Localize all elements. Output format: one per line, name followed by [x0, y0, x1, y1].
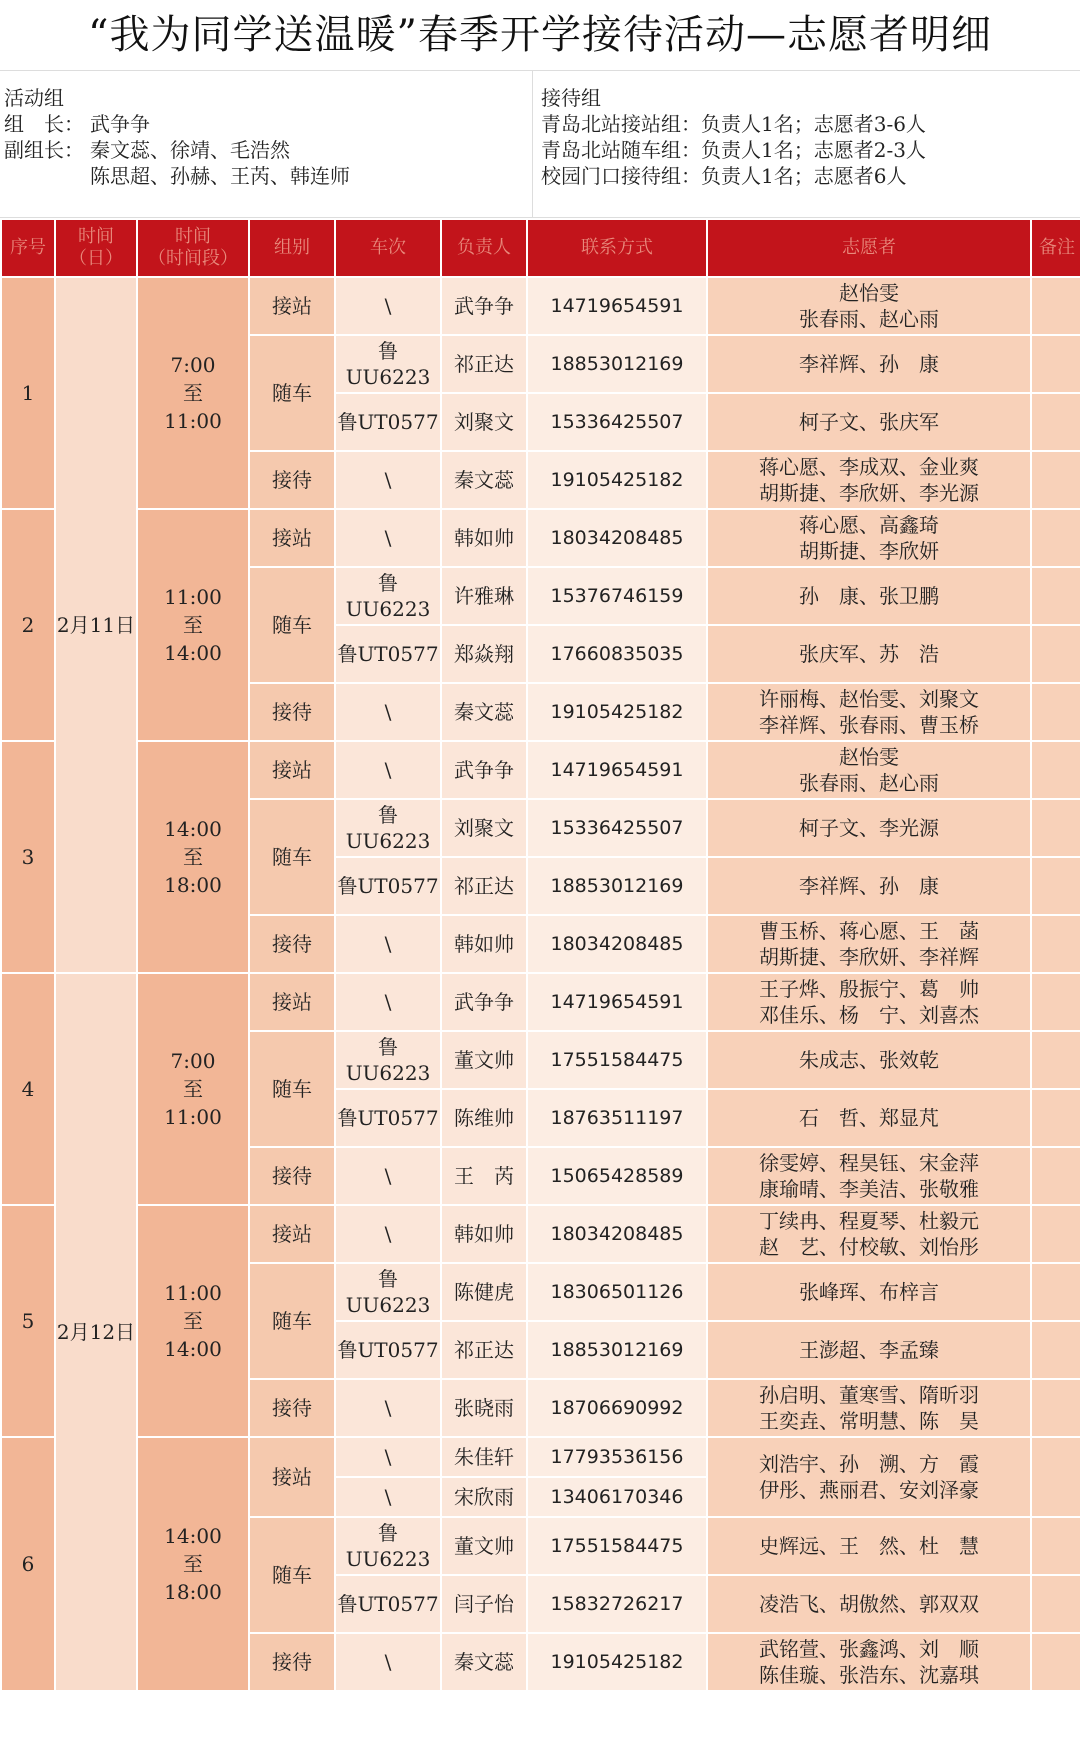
train-cell: \: [335, 1205, 441, 1263]
note-cell: [1031, 1321, 1080, 1379]
header-time-line: （时间段）: [148, 248, 238, 269]
header-time: [137, 219, 249, 277]
note-cell: [1031, 509, 1080, 567]
organization-info: [0, 71, 1080, 218]
group-cell: 接站: [249, 509, 335, 567]
time-end: 18:00: [164, 873, 222, 897]
phone-cell: 18763511197: [527, 1089, 707, 1147]
time-to: 至: [183, 613, 203, 637]
phone-cell: 19105425182: [527, 451, 707, 509]
volunteer-line: 赵怡雯: [839, 745, 899, 769]
volunteer-line: 张庆军、苏 浩: [799, 642, 939, 666]
head-cell: 祁正达: [441, 1321, 527, 1379]
volunteer-line: 朱成志、张效乾: [799, 1048, 939, 1072]
volunteer-line: 王子烨、殷振宁、葛 帅: [759, 977, 979, 1001]
phone-cell: 15065428589: [527, 1147, 707, 1205]
volunteer-line: 曹玉桥、蒋心愿、王 菡: [759, 919, 979, 943]
note-cell: [1031, 1263, 1080, 1321]
train-cell: \: [335, 683, 441, 741]
table-header-row: [1, 219, 1080, 277]
head-cell: 陈健虎: [441, 1263, 527, 1321]
seq-cell: 2: [1, 509, 55, 741]
phone-cell: 14719654591: [527, 973, 707, 1031]
head-cell: 朱佳轩: [441, 1437, 527, 1477]
group-cell: 随车: [249, 1517, 335, 1633]
group-cell: 接待: [249, 1147, 335, 1205]
reception-group: [533, 71, 1080, 217]
group-cell: 随车: [249, 335, 335, 451]
head-cell: 韩如帅: [441, 1205, 527, 1263]
volunteer-line: 王奕垚、常明慧、陈 昊: [759, 1409, 979, 1433]
volunteers-cell: [707, 1633, 1031, 1691]
volunteers-cell: [707, 277, 1031, 335]
volunteer-line: 胡斯捷、李欣妍: [799, 539, 939, 563]
note-cell: [1031, 393, 1080, 451]
train-cell: 鲁UT0577: [335, 1089, 441, 1147]
phone-cell: 19105425182: [527, 683, 707, 741]
train-cell: \: [335, 1437, 441, 1477]
head-cell: 王 芮: [441, 1147, 527, 1205]
head-cell: 郑焱翔: [441, 625, 527, 683]
header-date: [55, 219, 137, 277]
note-cell: [1031, 741, 1080, 799]
head-cell: 闫子怡: [441, 1575, 527, 1633]
train-cell: 鲁UU6223: [335, 799, 441, 857]
date-cell: 2月11日: [55, 277, 137, 973]
phone-cell: 15832726217: [527, 1575, 707, 1633]
volunteer-line: 孙启明、董寒雪、隋昕羽: [759, 1383, 979, 1407]
volunteer-line: 蒋心愿、李成双、金业爽: [759, 455, 979, 479]
volunteers-cell: [707, 1379, 1031, 1437]
time-to: 至: [183, 845, 203, 869]
time-to: 至: [183, 1077, 203, 1101]
phone-cell: 14719654591: [527, 277, 707, 335]
train-cell: \: [335, 1477, 441, 1517]
train-cell: 鲁UU6223: [335, 1031, 441, 1089]
note-cell: [1031, 1517, 1080, 1575]
volunteer-line: 武铭萱、张鑫鸿、刘 顺: [759, 1637, 979, 1661]
volunteers-cell: [707, 625, 1031, 683]
volunteer-line: 李祥辉、孙 康: [799, 874, 939, 898]
note-cell: [1031, 1205, 1080, 1263]
volunteers-cell: [707, 1517, 1031, 1575]
leader-name: 武争争: [90, 112, 150, 136]
phone-cell: 14719654591: [527, 741, 707, 799]
volunteer-line: 徐雯婷、程昊钰、宋金萍: [759, 1151, 979, 1175]
group-cell: 随车: [249, 1263, 335, 1379]
time-end: 14:00: [164, 641, 222, 665]
head-cell: 武争争: [441, 973, 527, 1031]
train-cell: \: [335, 277, 441, 335]
group-cell: 接站: [249, 973, 335, 1031]
volunteer-line: 柯子文、张庆军: [799, 410, 939, 434]
phone-cell: 18034208485: [527, 509, 707, 567]
seq-cell: 4: [1, 973, 55, 1205]
header-date-line: 时间: [78, 226, 114, 247]
time-start: 14:00: [164, 1524, 222, 1548]
phone-cell: 17551584475: [527, 1031, 707, 1089]
note-cell: [1031, 915, 1080, 973]
header-seq: 序号: [1, 219, 55, 277]
note-cell: [1031, 567, 1080, 625]
volunteers-cell: [707, 1031, 1031, 1089]
volunteer-line: 伊彤、燕丽君、安刘泽豪: [759, 1478, 979, 1502]
volunteer-table: [0, 218, 1080, 1692]
train-cell: 鲁UU6223: [335, 1517, 441, 1575]
volunteers-cell: [707, 683, 1031, 741]
head-cell: 武争争: [441, 277, 527, 335]
head-cell: 宋欣雨: [441, 1477, 527, 1517]
volunteer-line: 许丽梅、赵怡雯、刘聚文: [759, 687, 979, 711]
volunteers-cell: [707, 1147, 1031, 1205]
volunteer-line: 蒋心愿、高鑫琦: [799, 513, 939, 537]
note-cell: [1031, 799, 1080, 857]
header-phone: 联系方式: [527, 219, 707, 277]
time-end: 18:00: [164, 1580, 222, 1604]
header-group: 组别: [249, 219, 335, 277]
phone-cell: 18306501126: [527, 1263, 707, 1321]
train-cell: 鲁UT0577: [335, 625, 441, 683]
volunteers-cell: [707, 1089, 1031, 1147]
deputy-names-1: 秦文蕊、徐靖、毛浩然: [90, 138, 290, 162]
train-cell: \: [335, 1147, 441, 1205]
note-cell: [1031, 277, 1080, 335]
volunteer-line: 史辉远、王 然、杜 慧: [759, 1534, 979, 1558]
note-cell: [1031, 1379, 1080, 1437]
phone-cell: 18034208485: [527, 1205, 707, 1263]
phone-cell: 18853012169: [527, 1321, 707, 1379]
train-cell: 鲁UT0577: [335, 1575, 441, 1633]
time-start: 7:00: [170, 353, 216, 377]
phone-cell: 15376746159: [527, 567, 707, 625]
reception-heading: 接待组: [541, 86, 601, 110]
seq-cell: 1: [1, 277, 55, 509]
group-cell: 接站: [249, 1205, 335, 1263]
train-cell: \: [335, 1633, 441, 1691]
volunteer-line: 柯子文、李光源: [799, 816, 939, 840]
head-cell: 韩如帅: [441, 509, 527, 567]
volunteers-cell: [707, 1321, 1031, 1379]
date-cell: 2月12日: [55, 973, 137, 1691]
time-start: 11:00: [164, 1281, 222, 1305]
time-end: 11:00: [164, 1105, 222, 1129]
train-cell: 鲁UU6223: [335, 567, 441, 625]
head-cell: 张晓雨: [441, 1379, 527, 1437]
volunteers-cell: [707, 799, 1031, 857]
group-cell: 随车: [249, 567, 335, 683]
head-cell: 董文帅: [441, 1517, 527, 1575]
leader-label: 组 长：: [4, 112, 84, 136]
phone-cell: 17660835035: [527, 625, 707, 683]
header-time-line: 时间: [175, 226, 211, 247]
volunteer-line: 李祥辉、孙 康: [799, 352, 939, 376]
header-date-line: （日）: [69, 248, 123, 269]
volunteer-line: 孙 康、张卫鹏: [799, 584, 939, 608]
note-cell: [1031, 1437, 1080, 1517]
phone-cell: 13406170346: [527, 1477, 707, 1517]
activity-group: [0, 71, 533, 217]
head-cell: 董文帅: [441, 1031, 527, 1089]
volunteer-line: 丁续冉、程夏琴、杜毅元: [759, 1209, 979, 1233]
note-cell: [1031, 625, 1080, 683]
volunteers-cell: [707, 509, 1031, 567]
header-head: 负责人: [441, 219, 527, 277]
phone-cell: 18706690992: [527, 1379, 707, 1437]
volunteer-line: 康瑜晴、李美洁、张敬雅: [759, 1177, 979, 1201]
train-cell: \: [335, 509, 441, 567]
note-cell: [1031, 683, 1080, 741]
phone-cell: 17793536156: [527, 1437, 707, 1477]
group-cell: 接站: [249, 741, 335, 799]
train-cell: \: [335, 741, 441, 799]
volunteers-cell: [707, 1437, 1031, 1517]
volunteers-cell: [707, 335, 1031, 393]
train-cell: \: [335, 1379, 441, 1437]
phone-cell: 15336425507: [527, 799, 707, 857]
volunteer-line: 胡斯捷、李欣妍、李祥辉: [759, 945, 979, 969]
note-cell: [1031, 1147, 1080, 1205]
note-cell: [1031, 451, 1080, 509]
phone-cell: 15336425507: [527, 393, 707, 451]
time-range-cell: [137, 277, 249, 509]
group-cell: 接站: [249, 1437, 335, 1517]
activity-heading: 活动组: [4, 86, 64, 110]
time-to: 至: [183, 381, 203, 405]
table-row: [1, 973, 1080, 1031]
phone-cell: 18853012169: [527, 857, 707, 915]
train-cell: 鲁UU6223: [335, 1263, 441, 1321]
note-cell: [1031, 1089, 1080, 1147]
volunteer-line: 张春雨、赵心雨: [799, 771, 939, 795]
volunteer-line: 凌浩飞、胡傲然、郭双双: [759, 1592, 979, 1616]
volunteer-line: 张春雨、赵心雨: [799, 307, 939, 331]
note-cell: [1031, 1575, 1080, 1633]
note-cell: [1031, 1031, 1080, 1089]
volunteer-line: 张峰珲、布梓言: [799, 1280, 939, 1304]
head-cell: 武争争: [441, 741, 527, 799]
volunteers-cell: [707, 1575, 1031, 1633]
volunteers-cell: [707, 1263, 1031, 1321]
table-row: [1, 509, 1080, 567]
note-cell: [1031, 857, 1080, 915]
head-cell: 秦文蕊: [441, 451, 527, 509]
group-cell: 随车: [249, 799, 335, 915]
phone-cell: 17551584475: [527, 1517, 707, 1575]
group-cell: 接待: [249, 683, 335, 741]
table-row: [1, 1437, 1080, 1477]
head-cell: 祁正达: [441, 857, 527, 915]
time-start: 11:00: [164, 585, 222, 609]
train-cell: 鲁UT0577: [335, 393, 441, 451]
head-cell: 秦文蕊: [441, 1633, 527, 1691]
seq-cell: 3: [1, 741, 55, 973]
time-range-cell: [137, 1437, 249, 1691]
volunteers-cell: [707, 915, 1031, 973]
note-cell: [1031, 1633, 1080, 1691]
time-range-cell: [137, 509, 249, 741]
time-range-cell: [137, 741, 249, 973]
page-title: “我为同学送温暖”春季开学接待活动—志愿者明细: [0, 0, 1080, 71]
volunteer-line: 胡斯捷、李欣妍、李光源: [759, 481, 979, 505]
group-cell: 随车: [249, 1031, 335, 1147]
train-cell: 鲁UT0577: [335, 857, 441, 915]
time-start: 14:00: [164, 817, 222, 841]
group-cell: 接待: [249, 1379, 335, 1437]
reception-line: 青岛北站随车组：负责人1名；志愿者2-3人: [541, 138, 926, 162]
volunteers-cell: [707, 973, 1031, 1031]
group-cell: 接站: [249, 277, 335, 335]
time-range-cell: [137, 973, 249, 1205]
train-cell: \: [335, 915, 441, 973]
header-train: 车次: [335, 219, 441, 277]
table-row: [1, 1205, 1080, 1263]
train-cell: 鲁UT0577: [335, 1321, 441, 1379]
deputy-names-2: 陈思超、孙赫、王芮、韩连师: [90, 164, 350, 188]
volunteers-cell: [707, 857, 1031, 915]
time-end: 14:00: [164, 1337, 222, 1361]
header-note: 备注: [1031, 219, 1080, 277]
train-cell: 鲁UU6223: [335, 335, 441, 393]
table-row: [1, 741, 1080, 799]
group-cell: 接待: [249, 915, 335, 973]
volunteer-line: 李祥辉、张春雨、曹玉桥: [759, 713, 979, 737]
volunteer-line: 陈佳璇、张浩东、沈嘉琪: [759, 1663, 979, 1687]
reception-line: 校园门口接待组：负责人1名；志愿者6人: [541, 164, 907, 188]
volunteers-cell: [707, 567, 1031, 625]
seq-cell: 5: [1, 1205, 55, 1437]
head-cell: 秦文蕊: [441, 683, 527, 741]
head-cell: 韩如帅: [441, 915, 527, 973]
phone-cell: 19105425182: [527, 1633, 707, 1691]
head-cell: 许雅琳: [441, 567, 527, 625]
volunteers-cell: [707, 451, 1031, 509]
volunteer-line: 赵怡雯: [839, 281, 899, 305]
head-cell: 刘聚文: [441, 393, 527, 451]
reception-line: 青岛北站接站组：负责人1名；志愿者3-6人: [541, 112, 926, 136]
phone-cell: 18853012169: [527, 335, 707, 393]
header-volunteers: 志愿者: [707, 219, 1031, 277]
head-cell: 陈维帅: [441, 1089, 527, 1147]
time-to: 至: [183, 1309, 203, 1333]
volunteers-cell: [707, 741, 1031, 799]
note-cell: [1031, 973, 1080, 1031]
table-body: [1, 277, 1080, 1691]
head-cell: 刘聚文: [441, 799, 527, 857]
volunteer-line: 刘浩宇、孙 溯、方 霞: [759, 1452, 979, 1476]
table-row: [1, 277, 1080, 335]
note-cell: [1031, 335, 1080, 393]
phone-cell: 18034208485: [527, 915, 707, 973]
volunteers-cell: [707, 1205, 1031, 1263]
seq-cell: 6: [1, 1437, 55, 1691]
train-cell: \: [335, 973, 441, 1031]
volunteers-cell: [707, 393, 1031, 451]
volunteer-line: 邓佳乐、杨 宁、刘喜杰: [759, 1003, 979, 1027]
time-to: 至: [183, 1552, 203, 1576]
time-range-cell: [137, 1205, 249, 1437]
train-cell: \: [335, 451, 441, 509]
group-cell: 接待: [249, 1633, 335, 1691]
head-cell: 祁正达: [441, 335, 527, 393]
group-cell: 接待: [249, 451, 335, 509]
volunteer-line: 赵 艺、付校敏、刘怡彤: [759, 1235, 979, 1259]
time-start: 7:00: [170, 1049, 216, 1073]
volunteer-line: 王澎超、李孟臻: [799, 1338, 939, 1362]
volunteer-line: 石 哲、郑显芃: [799, 1106, 939, 1130]
time-end: 11:00: [164, 409, 222, 433]
deputy-label: 副组长：: [4, 138, 84, 162]
